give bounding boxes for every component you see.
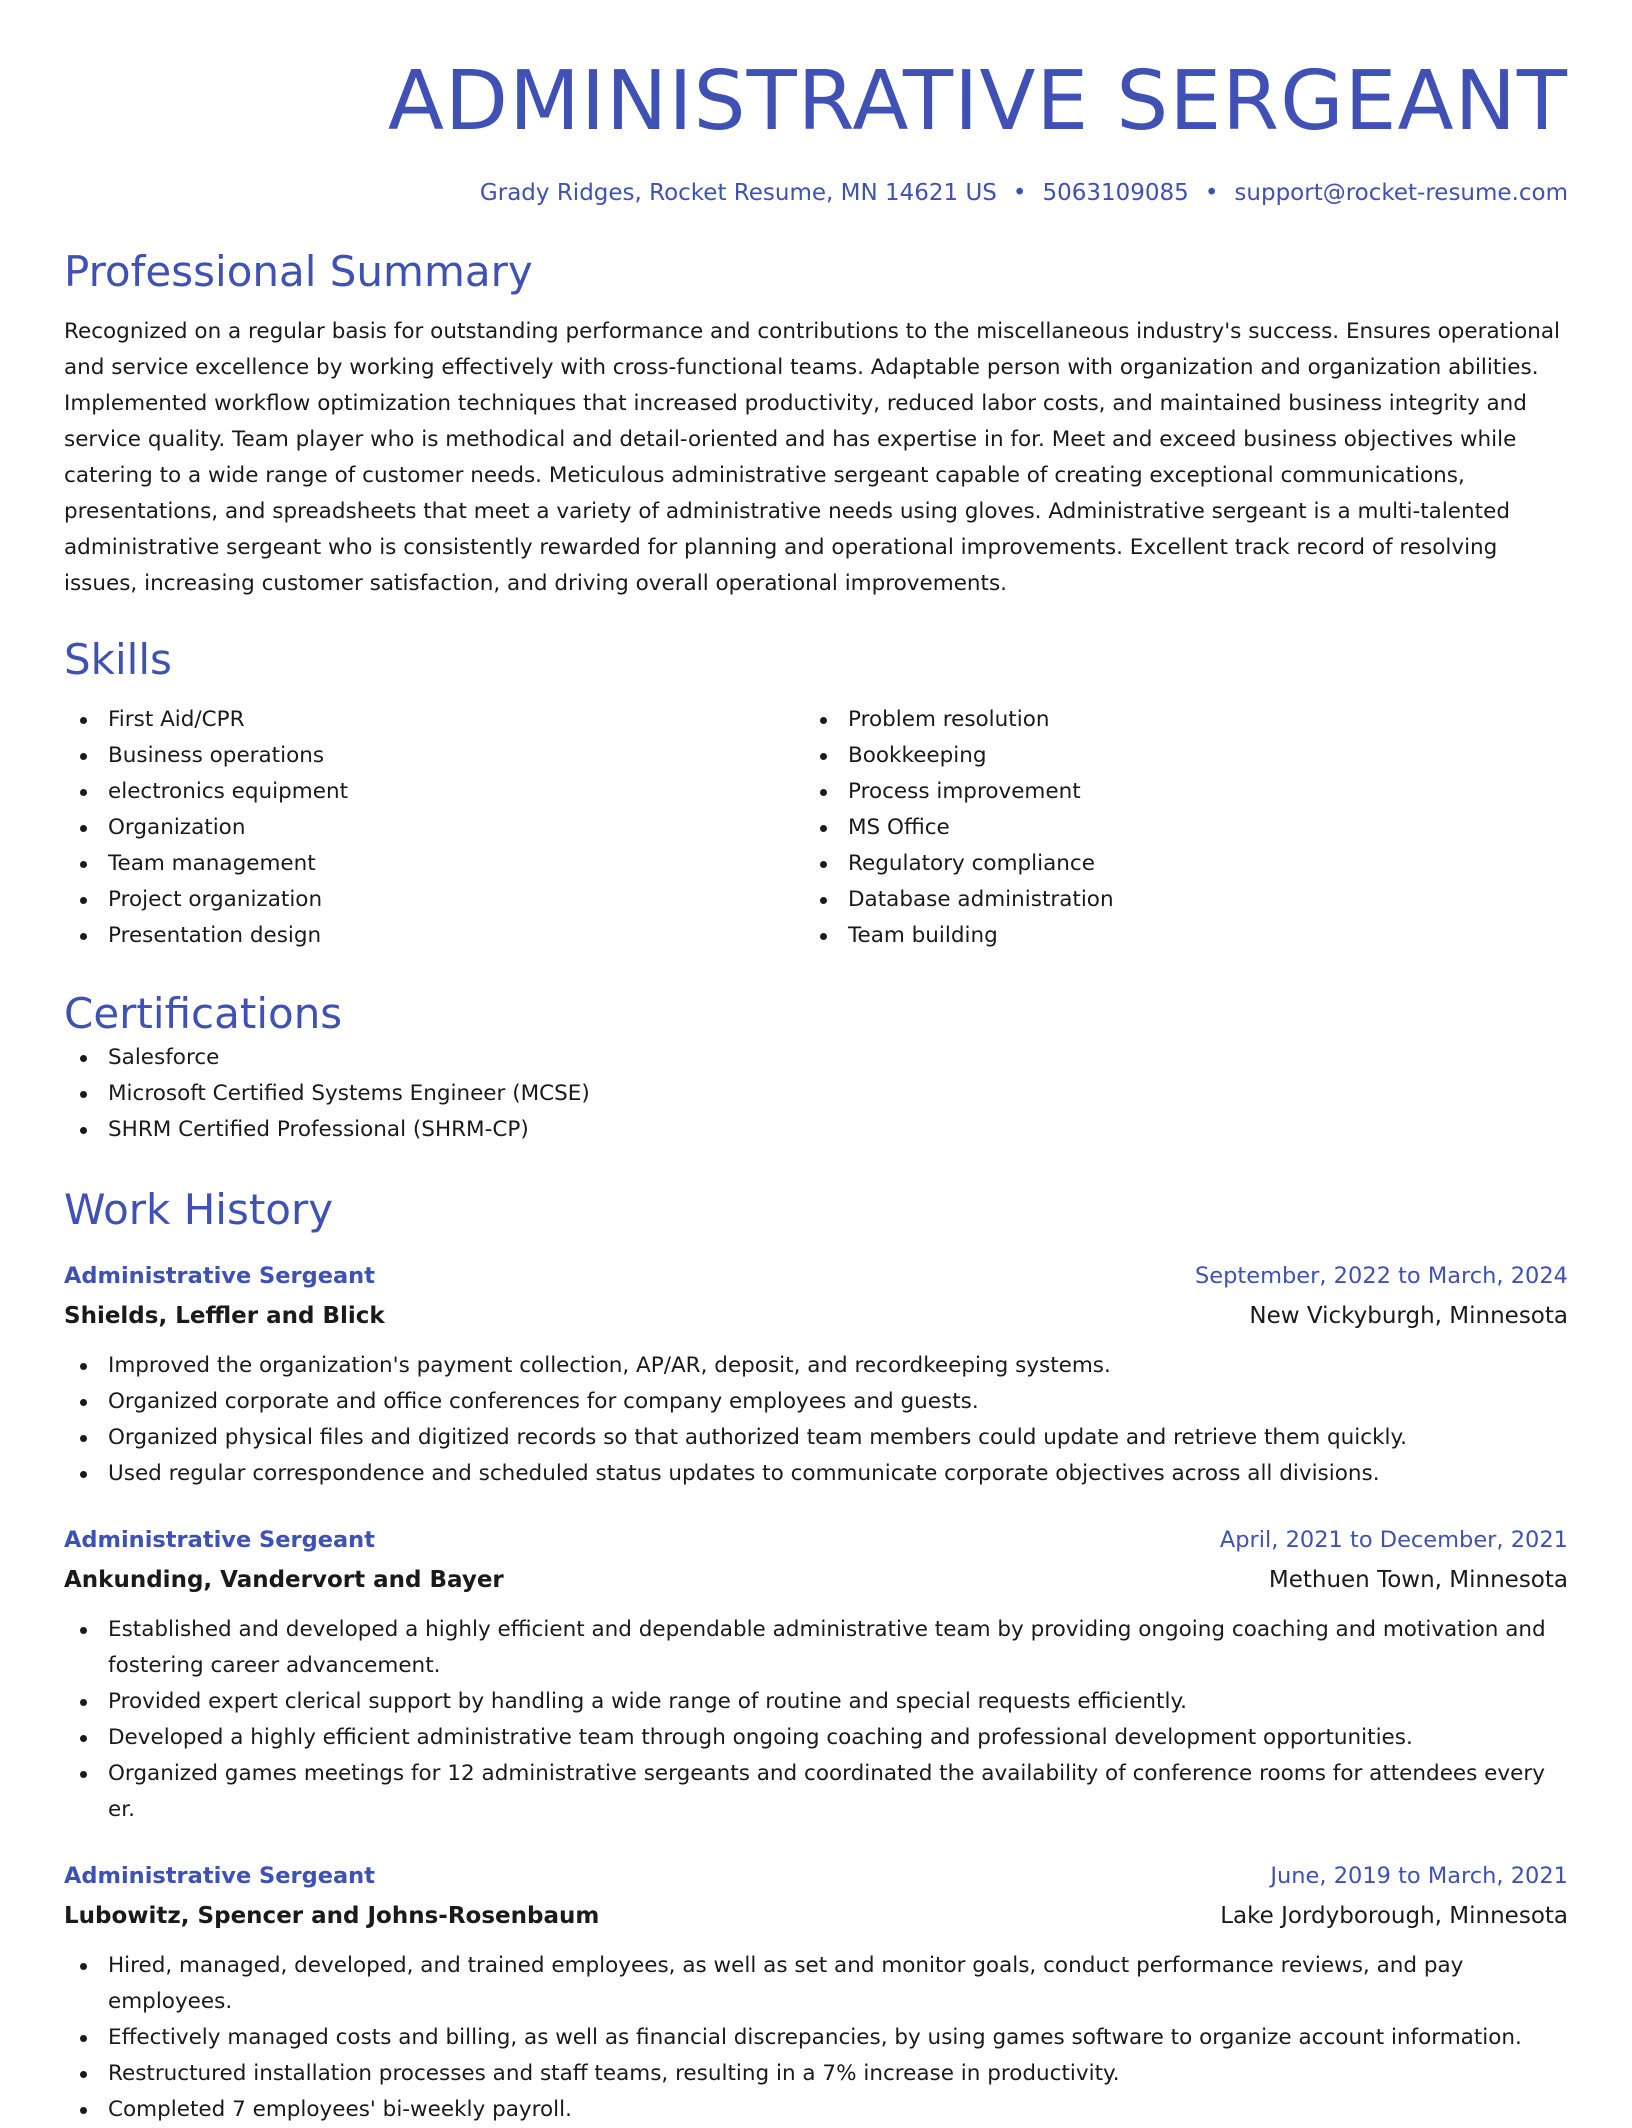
skill-item: electronics equipment	[64, 774, 804, 810]
job-company-row	[64, 1894, 1568, 1934]
job-company: Shields, Leffler and Blick	[64, 1303, 385, 1329]
job-dates: April, 2021 to December, 2021	[1219, 1527, 1568, 1553]
summary-heading: Professional Summary	[64, 247, 533, 296]
skills-grid	[64, 702, 1568, 954]
job-bullet: Organized corporate and office conferences for company employees and guests.	[64, 1384, 1568, 1420]
job-title: Administrative Sergeant	[64, 1863, 375, 1889]
skill-item: Bookkeeping	[804, 738, 1544, 774]
certification-item: Salesforce	[64, 1040, 1568, 1076]
contact-phone: 5063109085	[1042, 180, 1189, 206]
job-location: Lake Jordyborough, Minnesota	[1220, 1903, 1568, 1929]
job-header-row	[64, 1522, 1568, 1558]
skill-item: MS Office	[804, 810, 1544, 846]
skills-column-left	[64, 702, 804, 954]
job-bullet: Completed 7 employees' bi-weekly payroll.	[64, 2092, 1568, 2128]
summary-text: Recognized on a regular basis for outstanding performance and contributions to the miscellaneous industry's success. Ensures operational and service excellence by working effectively with cross-functional teams. Adaptable person with organization and organization abilities. Implemented workflow optimization techniques that increased productivity, reduced labor costs, and maintained business integrity and service quality. Team player who is methodical and detail-oriented and has expertise in for. Meet and exceed business objectives while catering to a wide range of customer needs. Meticulous administrative sergeant capable of creating exceptional communications, presentations, and spreadsheets that meet a variety of administrative needs using gloves. Administrative sergeant is a multi-talented administrative sergeant who is consistently rewarded for planning and operational improvements. Excellent track record of resolving issues, increasing customer satisfaction, and driving overall operational improvements.	[64, 319, 1561, 596]
job-dates: September, 2022 to March, 2024	[1195, 1263, 1568, 1289]
certification-item: Microsoft Certified Systems Engineer (MCSE)	[64, 1076, 1568, 1112]
job-bullet: Organized games meetings for 12 administrative sergeants and coordinated the availability of conference rooms for attendees every er.	[64, 1756, 1568, 1828]
job-title: Administrative Sergeant	[64, 1263, 375, 1289]
job-bullet: Restructured installation processes and staff teams, resulting in a 7% increase in productivity.	[64, 2056, 1568, 2092]
job-entry	[64, 1522, 1568, 1828]
certifications-heading: Certifications	[64, 989, 343, 1038]
job-dates: June, 2019 to March, 2021	[1270, 1863, 1568, 1889]
job-bullets	[64, 1348, 1568, 1492]
work-history-list	[64, 1258, 1568, 2128]
certifications-list	[64, 1040, 1568, 1148]
job-location: Methuen Town, Minnesota	[1268, 1567, 1568, 1593]
job-bullets	[64, 1948, 1568, 2128]
job-bullet: Organized physical files and digitized records so that authorized team members could update and retrieve them quickly.	[64, 1420, 1568, 1456]
job-bullet: Effectively managed costs and billing, as well as financial discrepancies, by using games software to organize account information.	[64, 2020, 1568, 2056]
certification-item: SHRM Certified Professional (SHRM-CP)	[64, 1112, 1568, 1148]
contact-line	[64, 178, 1568, 208]
job-bullet: Improved the organization's payment collection, AP/AR, deposit, and recordkeeping systems.	[64, 1348, 1568, 1384]
job-entry	[64, 1858, 1568, 2128]
job-header-row	[64, 1258, 1568, 1294]
contact-separator: •	[1204, 180, 1219, 206]
skill-item: Regulatory compliance	[804, 846, 1544, 882]
skill-item: Team building	[804, 918, 1544, 954]
job-title: Administrative Sergeant	[64, 1527, 375, 1553]
skill-item: Database administration	[804, 882, 1544, 918]
job-bullet: Developed a highly efficient administrative team through ongoing coaching and professional development opportunities.	[64, 1720, 1568, 1756]
work-history-heading: Work History	[64, 1185, 334, 1234]
job-bullet: Hired, managed, developed, and trained employees, as well as set and monitor goals, conduct performance reviews, and pay employees.	[64, 1948, 1568, 2020]
job-company-row	[64, 1294, 1568, 1334]
job-bullets	[64, 1612, 1568, 1828]
job-bullet: Provided expert clerical support by handling a wide range of routine and special requests efficiently.	[64, 1684, 1568, 1720]
job-bullet: Established and developed a highly efficient and dependable administrative team by providing ongoing coaching and motivation and fostering career advancement.	[64, 1612, 1568, 1684]
job-company: Lubowitz, Spencer and Johns-Rosenbaum	[64, 1903, 600, 1929]
skill-item: Team management	[64, 846, 804, 882]
job-bullet: Used regular correspondence and scheduled status updates to communicate corporate objectives across all divisions.	[64, 1456, 1568, 1492]
skill-item: Project organization	[64, 882, 804, 918]
skill-item: Organization	[64, 810, 804, 846]
job-header-row	[64, 1858, 1568, 1894]
skill-item: First Aid/CPR	[64, 702, 804, 738]
job-company: Ankunding, Vandervort and Bayer	[64, 1567, 504, 1593]
job-entry	[64, 1258, 1568, 1492]
contact-separator: •	[1012, 180, 1027, 206]
job-company-row	[64, 1558, 1568, 1598]
resume-name: ADMINISTRATIVE SERGEANT	[387, 54, 1568, 149]
skill-item: Business operations	[64, 738, 804, 774]
contact-email[interactable]: support@rocket-resume.com	[1234, 180, 1568, 206]
contact-address: Grady Ridges, Rocket Resume, MN 14621 US	[479, 180, 997, 206]
skill-item: Problem resolution	[804, 702, 1544, 738]
skill-item: Presentation design	[64, 918, 804, 954]
skills-column-right	[804, 702, 1544, 954]
job-location: New Vickyburgh, Minnesota	[1249, 1303, 1568, 1329]
skills-heading: Skills	[64, 635, 172, 684]
skill-item: Process improvement	[804, 774, 1544, 810]
